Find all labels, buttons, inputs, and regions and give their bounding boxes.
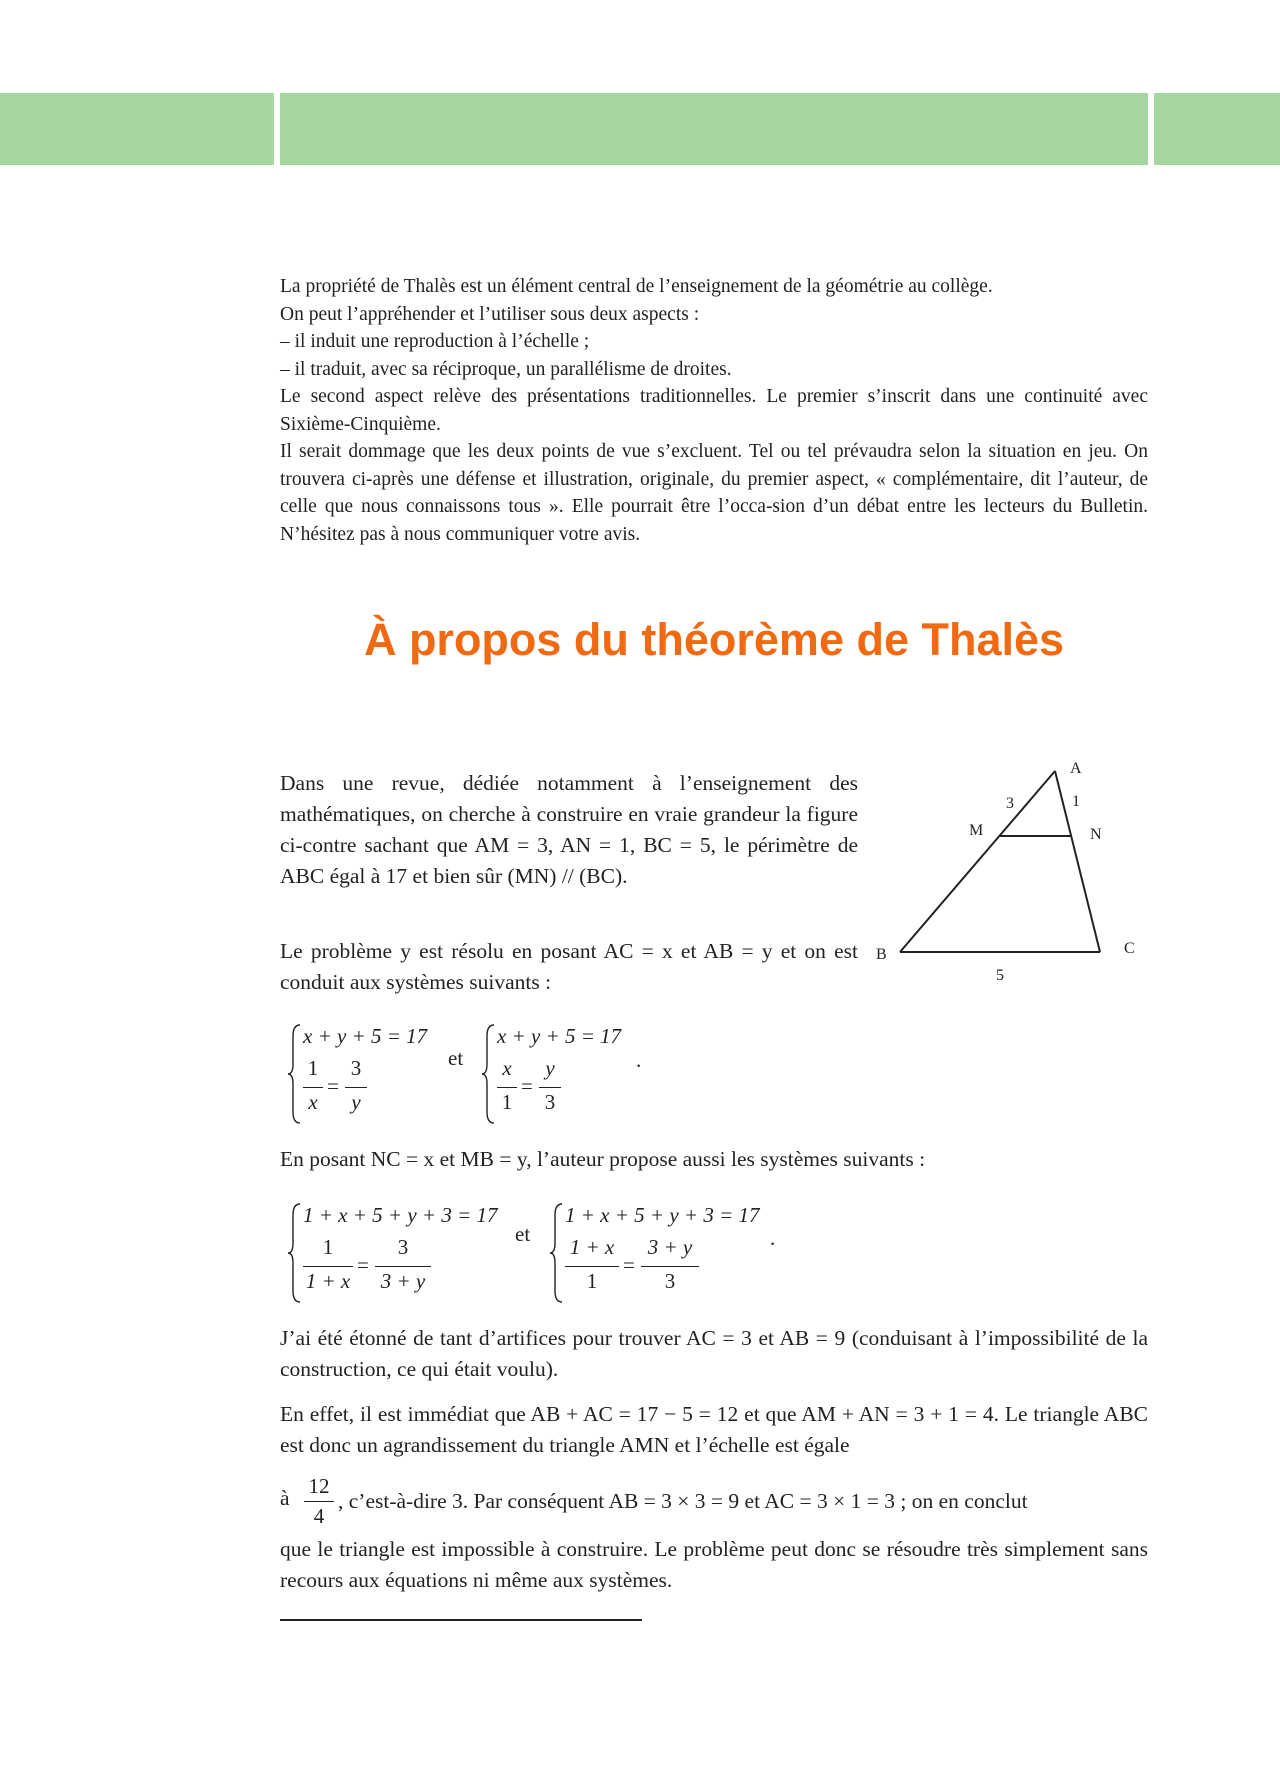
label-c: C (1124, 940, 1135, 957)
label-n: N (1090, 826, 1102, 843)
paragraph-problem (280, 768, 858, 892)
intro-line: La propriété de Thalès est un élément central de l’enseignement de la géométrie au collège. (280, 276, 993, 297)
equation-fraction: x 1 = y 3 (497, 1056, 577, 1120)
connector-et: et (448, 1046, 464, 1070)
equation-system-2-left (287, 1201, 517, 1301)
paragraph-conclusion-line: , c’est-à-dire 3. Par conséquent AB = 3 × 3 = 9 et AC = 3 × 1 = 3 ; on en conclut (338, 1489, 1028, 1513)
paragraph-text: En posant NC = x et MB = y, l’auteur propose aussi les systèmes suivants : (280, 1147, 926, 1171)
equation-line: 1 + x + 5 + y + 3 = 17 (565, 1203, 760, 1227)
paragraph-text: Dans une revue, dédiée notamment à l’enseignement des mathématiques, on cherche à construire en vraie grandeur la figure ci-contre sachant que AM = 3, AN = 1, BC = 5, le périmètre de ABC égal à 17 et bien sûr (MN) // (BC). (280, 771, 858, 888)
fraction-denominator: x (308, 1090, 318, 1114)
side-ab (900, 771, 1055, 952)
fraction-denominator: 4 (313, 1504, 325, 1528)
intro-line: Le second aspect relève des présentations traditionnelles. Le premier s’inscrit dans une continuité avec Sixième-Cinquième. (280, 386, 1148, 435)
equation-fraction: 1 x = 3 y (303, 1056, 383, 1120)
intro-line: On peut l’appréhender et l’utiliser sous deux aspects : (280, 303, 700, 325)
paragraph-text: Le problème y est résolu en posant AC = x et AB = y et on est conduit aux systèmes suivants : (280, 939, 858, 994)
intro-line: – il traduit, avec sa réciproque, un parallélisme de droites. (280, 358, 732, 380)
paragraph-prefix: à (280, 1486, 290, 1510)
triangle-figure (868, 755, 1158, 995)
label-a: A (1070, 760, 1082, 777)
fraction-numerator: 3 (397, 1235, 409, 1259)
fraction-numerator: y (545, 1056, 555, 1080)
header-band-center (280, 93, 1148, 165)
paragraph-alternative (280, 1144, 1148, 1175)
paragraph-text: que le triangle est impossible à construire. Le problème peut donc se résoudre très simplement sans recours aux équations ni même aux systèmes. (280, 1537, 1148, 1592)
brace-icon (287, 1024, 301, 1124)
label-m: M (969, 822, 984, 839)
paragraph-text: En effet, il est immédiat que AB + AC = 17 − 5 = 12 et que AM + AN = 3 + 1 = 4. Le triangle ABC est donc un agrandissement du triangle AMN et l’échelle est égale (280, 1402, 1148, 1457)
end-period: . (636, 1048, 642, 1072)
article-title: À propos du théorème de Thalès (363, 614, 1065, 665)
equation-system-1-right (481, 1022, 641, 1122)
fraction-denominator: 1 (586, 1269, 598, 1293)
paragraph-explanation (280, 1399, 1148, 1461)
paragraph-remark (280, 1323, 1148, 1385)
fraction-denominator: 3 + y (380, 1269, 426, 1293)
equation-system-2-right (549, 1201, 779, 1301)
fraction-numerator: 1 + x (569, 1235, 615, 1259)
scale-fraction (304, 1474, 334, 1529)
fraction-numerator: x (502, 1056, 512, 1080)
header-band-left (0, 93, 274, 165)
fraction-denominator: 1 (501, 1090, 513, 1114)
paragraph-text: J’ai été étonné de tant d’artifices pour trouver AC = 3 et AB = 9 (conduisant à l’impossibilité de la construction, ce qui était voulu). (280, 1326, 1148, 1381)
connector-et: et (515, 1222, 531, 1246)
end-period: . (770, 1226, 776, 1250)
equation-fraction: 1 1 + x = 3 3 + y (303, 1235, 453, 1299)
label-b: B (876, 946, 887, 963)
footnote-divider (280, 1619, 642, 1621)
equation-line: x + y + 5 = 17 (497, 1024, 622, 1048)
equation-line: x + y + 5 = 17 (303, 1024, 428, 1048)
brace-icon (549, 1203, 563, 1303)
fraction-numerator: 12 (308, 1474, 330, 1498)
header-band-right (1154, 93, 1280, 165)
label-an-length: 1 (1072, 793, 1080, 810)
fraction-numerator: 1 (322, 1235, 334, 1259)
intro-line: – il induit une reproduction à l’échelle ; (280, 331, 590, 352)
fraction-denominator: 3 (544, 1090, 556, 1114)
intro-line: Il serait dommage que les deux points de vue s’excluent. Tel ou tel prévaudra selon la situation en jeu. On trouvera ci-après une défense et illustration, originale, du premier aspect, « complémentaire, dit l’auteur, de celle que nous connaissons tous ». Elle pourrait être l’occa-sion d’un débat entre les lecteurs du Bulletin. N’hésitez pas à nous communiquer votre avis. (280, 441, 1148, 545)
fraction-denominator: 3 (664, 1269, 676, 1293)
fraction-numerator: 3 (350, 1056, 362, 1080)
equation-fraction: 1 + x 1 = 3 + y 3 (565, 1235, 715, 1299)
label-bc-length: 5 (996, 967, 1004, 984)
fraction-numerator: 3 + y (647, 1235, 693, 1259)
label-am-length: 3 (1006, 795, 1014, 812)
fraction-denominator: 1 + x (305, 1269, 351, 1293)
fraction-numerator: 1 (307, 1056, 319, 1080)
paragraph-conclusion (280, 1534, 1148, 1596)
equation-line: 1 + x + 5 + y + 3 = 17 (303, 1203, 498, 1227)
equation-system-1-left (287, 1022, 447, 1122)
brace-icon (287, 1203, 301, 1303)
brace-icon (481, 1024, 495, 1124)
paragraph-solution-intro (280, 936, 858, 998)
fraction-denominator: y (351, 1090, 361, 1114)
intro-text (280, 273, 1148, 548)
